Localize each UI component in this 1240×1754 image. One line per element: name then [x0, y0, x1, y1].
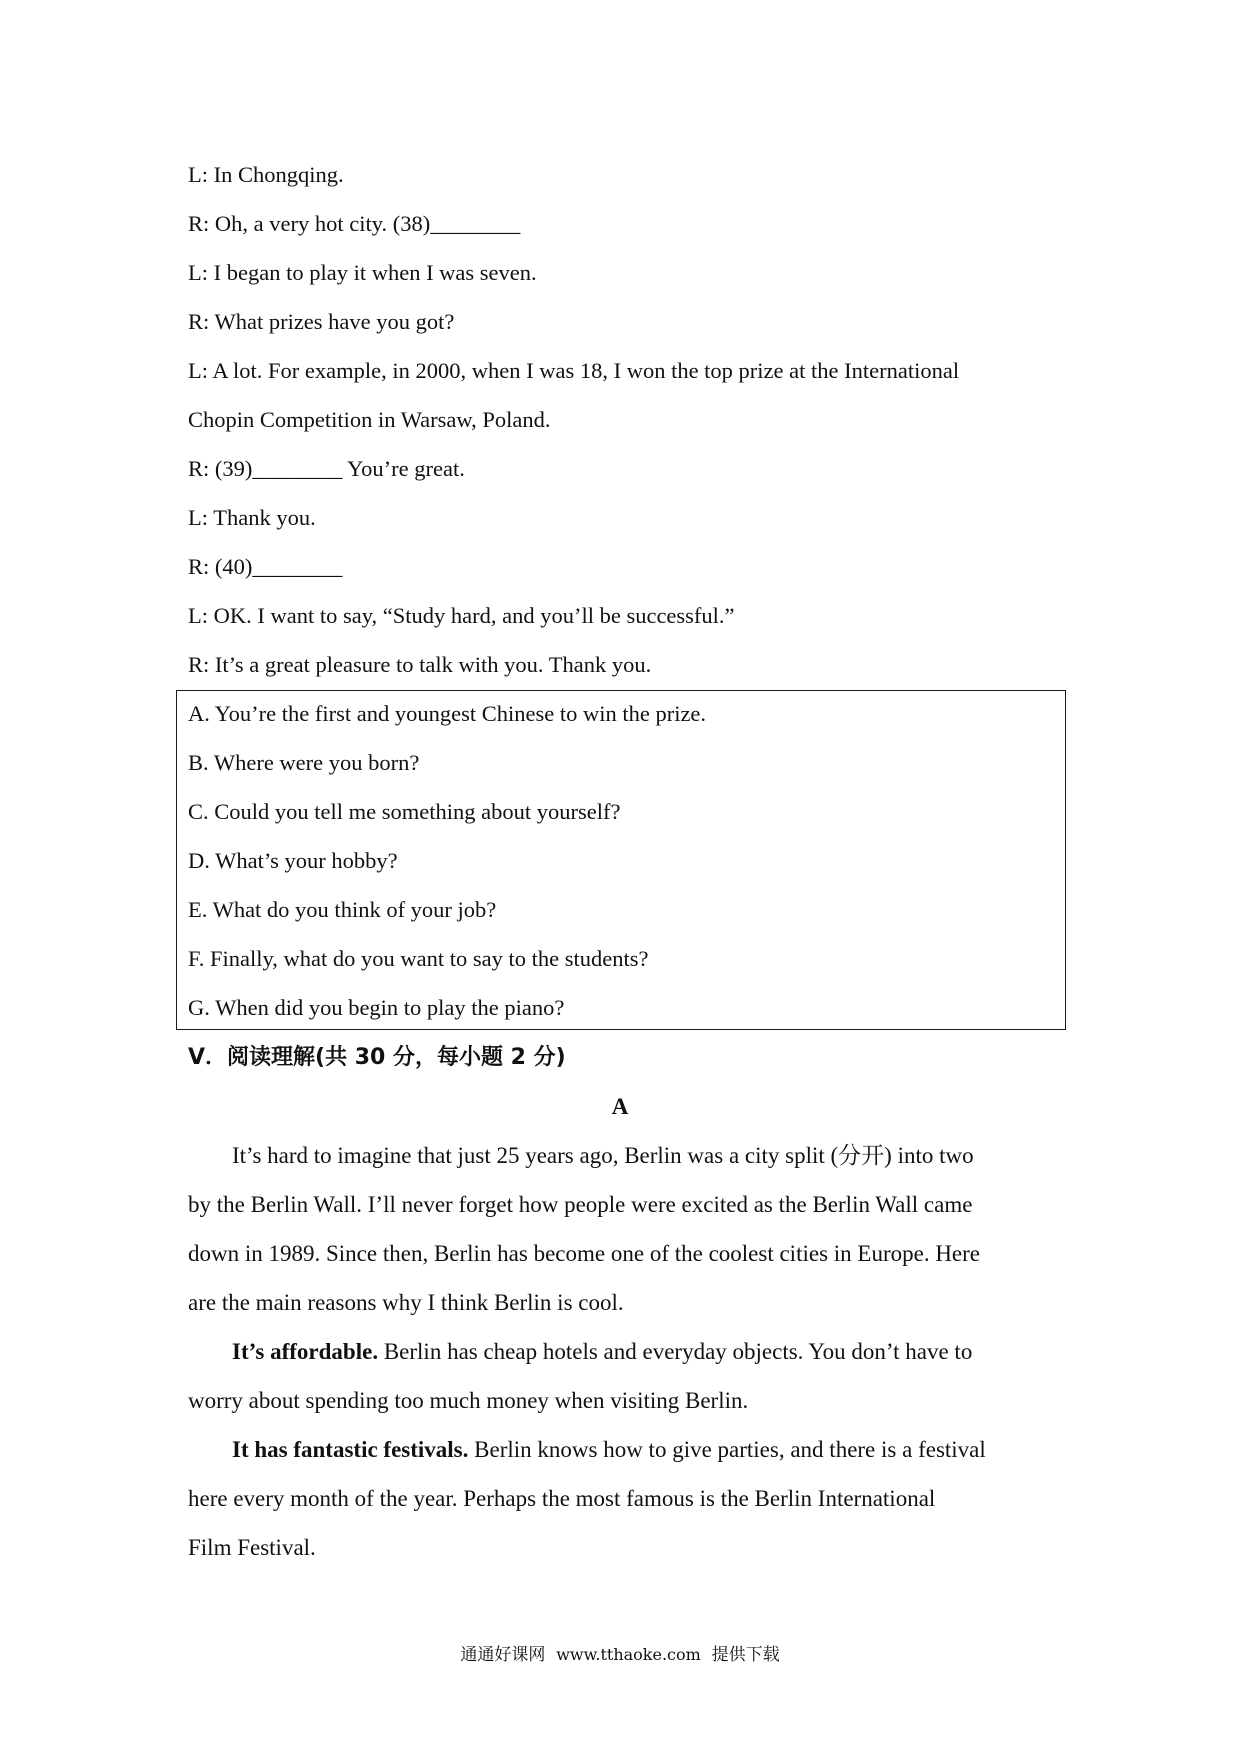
paragraph-line [232, 1435, 986, 1465]
paragraph-line: are the main reasons why I think Berlin is cool. [188, 1290, 624, 1315]
dialogue-line: R: What prizes have you got? [188, 309, 455, 334]
paragraph-heading: It’s affordable. [232, 1339, 379, 1364]
section-title: V．阅读理解(共 30 分，每小题 2 分) [188, 1045, 566, 1070]
option-e: E. What do you think of your job? [188, 897, 497, 922]
dialogue-line: R: It’s a great pleasure to talk with you. Thank you. [188, 652, 652, 677]
paragraph-line: here every month of the year. Perhaps the most famous is the Berlin International [188, 1486, 936, 1511]
dialogue-line: L: OK. I want to say, “Study hard, and you’ll be successful.” [188, 603, 735, 628]
passage-label: A [611, 1094, 629, 1119]
paragraph-line: down in 1989. Since then, Berlin has become one of the coolest cities in Europe. Here [188, 1241, 981, 1266]
paragraph-line [232, 1337, 972, 1367]
dialogue-line: Chopin Competition in Warsaw, Poland. [188, 407, 551, 432]
dialogue-line: L: Thank you. [188, 505, 316, 530]
dialogue-line: L: I began to play it when I was seven. [188, 260, 537, 285]
option-f: F. Finally, what do you want to say to the students? [188, 946, 649, 971]
dialogue-line: R: (40)________ [188, 554, 343, 579]
footer-url[interactable]: www.tthaoke.com [556, 1645, 701, 1664]
page-footer [0, 1643, 1240, 1667]
paragraph-line: Film Festival. [188, 1535, 316, 1560]
option-c: C. Could you tell me something about yourself? [188, 799, 621, 824]
option-b: B. Where were you born? [188, 750, 420, 775]
footer-site-name: 通通好课网 [460, 1645, 546, 1665]
footer-suffix: 提供下载 [711, 1645, 780, 1665]
paragraph-text: Berlin knows how to give parties, and there is a festival [468, 1437, 986, 1462]
option-a: A. You’re the first and youngest Chinese to win the prize. [188, 701, 707, 726]
paragraph-line: by the Berlin Wall. I’ll never forget how people were excited as the Berlin Wall came [188, 1192, 973, 1217]
option-g: G. When did you begin to play the piano? [188, 995, 565, 1020]
dialogue-line: R: Oh, a very hot city. (38)________ [188, 211, 521, 236]
option-d: D. What’s your hobby? [188, 848, 398, 873]
paragraph-heading: It has fantastic festivals. [232, 1437, 469, 1462]
paragraph-line: It’s hard to imagine that just 25 years ago, Berlin was a city split (分开) into two [232, 1143, 974, 1168]
dialogue-line: L: In Chongqing. [188, 162, 344, 187]
paragraph-text: Berlin has cheap hotels and everyday objects. You don’t have to [378, 1339, 973, 1364]
paragraph-line: worry about spending too much money when visiting Berlin. [188, 1388, 749, 1413]
dialogue-line: L: A lot. For example, in 2000, when I was 18, I won the top prize at the International [188, 358, 960, 383]
dialogue-line: R: (39)________ You’re great. [188, 456, 465, 481]
